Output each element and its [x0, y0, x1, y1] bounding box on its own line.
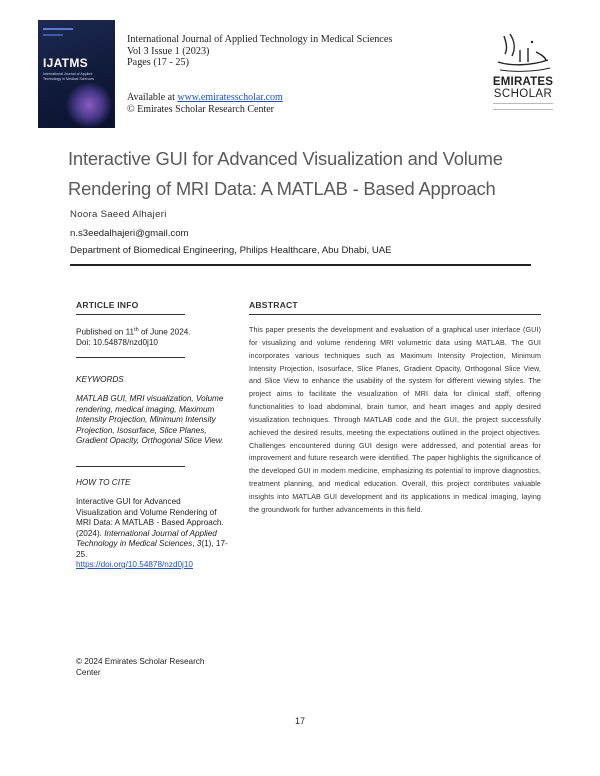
cover-subtitle: International Journal of Applied Technology in Medical Sciences: [43, 72, 94, 81]
title-line-2: Rendering of MRI Data: A MATLAB - Based Approach: [68, 178, 496, 199]
publication-info: [76, 325, 246, 349]
journal-name: International Journal of Applied Technology in Medical Sciences: [127, 34, 393, 45]
published-prefix: Published on 11: [76, 327, 135, 337]
footer-copyright: © 2024 Emirates Scholar Research Center: [76, 657, 205, 677]
article-info-rule: [76, 314, 185, 315]
keywords-heading: KEYWORDS: [76, 375, 124, 384]
logo-word-emirates: EMIRATES: [492, 76, 554, 88]
cover-brain-graphic: [66, 82, 112, 128]
keywords-rule: [76, 466, 185, 467]
journal-header: [127, 34, 392, 69]
cover-decor-line: [43, 34, 63, 36]
citation-text: [76, 497, 228, 571]
article-title: [68, 144, 548, 204]
abstract-text: This paper presents the development and evaluation of a graphical user interface (GUI) for visualizing and volume rendering MRI volumetric data using MATLAB. The GUI incorporates various techniques such as Maximum Intensity Projection, Minimum Intensity Projection, Isosurface, Slice Planes, Gradient Opacity, Orthogonal Slice View, and Slice View to enhance the usability of the system for different viewing styles. The project aims to facilitate the visualization of MRI data for clinical staff, offering functionalities to load abdominal, brain tumor, and heart images and apply desired visualization techniques. Through MATLAB code and the GUI, the project successfully achieved the desired results, meeting the expectations outlined in the project objectives. Challenges encountered during GUI design were addressed, and potential areas for improvement and future research were identified. The paper highlights the significance of the developed GUI in modern medicine, emphasizing its potential to improve diagnostics, treatment planning, and medical education. Overall, this project contributes valuable insights into MATLAB GUI development and its applications in medical imaging, laying the groundwork for further advancements in this field.: [249, 326, 541, 514]
citation-rest: (1), 17-25.: [76, 539, 228, 559]
copyright-header: © Emirates Scholar Research Center: [127, 103, 274, 115]
article-doi: Doi: 10.54878/nzd0j10: [76, 338, 158, 348]
citation-plain: Interactive GUI for Advanced Visualization and Volume Rendering of MRI Data: A MATLAB - Based Approach. (2024).: [76, 497, 224, 538]
page-number: 17: [294, 716, 305, 726]
citation-sep: ,: [192, 539, 197, 548]
keywords-text: MATLAB GUI, MRI visualization, Volume rendering, medical imaging, Maximum Intensity Projection, Minimum Intensity Projection, Isosurface, Slice Planes, Gradient Opacity, Orthogonal Slice View.: [76, 394, 224, 445]
how-to-cite-heading: HOW TO CITE: [76, 478, 131, 487]
doi-rule: [76, 357, 185, 358]
author-name: Noora Saeed Alhajeri: [70, 209, 167, 220]
page-range: Pages (17 - 25): [127, 57, 189, 68]
emirates-scholar-logo: [490, 32, 556, 112]
citation-doi-link[interactable]: https://doi.org/10.54878/nzd0j10: [76, 560, 193, 569]
available-at: [127, 92, 283, 104]
logo-calligraphy-icon: [490, 32, 556, 76]
cover-brand: IJATMS: [43, 56, 88, 70]
author-email[interactable]: n.s3eedalhajeri@gmail.com: [70, 228, 189, 239]
title-line-1: Interactive GUI for Advanced Visualization and Volume: [68, 148, 503, 169]
abstract-rule: [249, 314, 541, 315]
available-prefix: Available at: [127, 92, 178, 103]
article-info-heading: ARTICLE INFO: [76, 300, 139, 310]
website-link[interactable]: www.emiratesscholar.com: [177, 92, 283, 103]
abstract-heading: ABSTRACT: [249, 300, 298, 310]
volume-issue: Vol 3 Issue 1 (2023): [127, 45, 210, 57]
citation-volume: 3: [196, 539, 202, 548]
published-suffix: of June 2024.: [138, 327, 191, 337]
logo-word-scholar: SCHOLAR: [493, 88, 553, 100]
citation-journal: International Journal of Applied Technology in Medical Sciences: [76, 528, 217, 548]
published-date: [76, 325, 246, 338]
published-sup: th: [134, 327, 139, 333]
title-divider: [70, 264, 531, 266]
logo-tagline-lines: [493, 103, 553, 110]
journal-cover-image: [38, 20, 115, 128]
availability-block: [127, 92, 283, 115]
cover-decor-line: [43, 28, 73, 30]
author-affiliation: Department of Biomedical Engineering, Philips Healthcare, Abu Dhabi, UAE: [70, 245, 392, 256]
